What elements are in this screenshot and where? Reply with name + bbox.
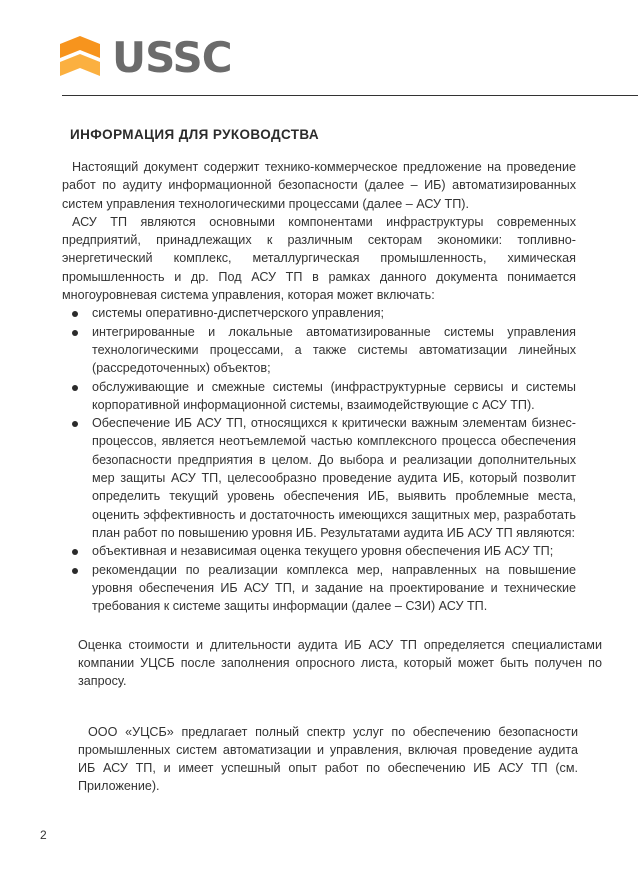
list-item: Обеспечение ИБ АСУ ТП, относящихся к критически важным элементам бизнес-процессов, является неотъемлемой частью комплексного процесса обеспечения безопасности предприятия в целом. До выбора и реализации дополнительных мер защиты АСУ ТП, целесообразно проведение аудита ИБ, который позволит определить текущий уровень обеспечения ИБ, выявить проблемные места, оценить эффективность и достаточность имеющихся защитных мер, разработать план работ по повышению уровня ИБ. Результатами аудита ИБ АСУ ТП являются: [62, 414, 576, 542]
ussc-logo-mark-icon [60, 36, 100, 80]
bullet-icon [72, 549, 78, 555]
logo-wordmark: USSC [112, 33, 232, 82]
asu-intro-paragraph: АСУ ТП являются основными компонентами инфраструктуры современных предприятий, принадлежащих к различным секторам экономики: топливно-энергетический комплекс, металлургическая промышленность, химическая промышленность и др. Под АСУ ТП в рамках данного документа понимается многоуровневая система управления, которая может включать: [62, 214, 576, 303]
company-paragraph: ООО «УЦСБ» предлагает полный спектр услуг по обеспечению безопасности промышленных систем автоматизации и управления, включая проведение аудита ИБ АСУ ТП, и имеет успешный опыт работ по обеспечению ИБ АСУ ТП (см. Приложение). [78, 724, 578, 794]
bullet-icon [72, 311, 78, 317]
section-heading: ИНФОРМАЦИЯ ДЛЯ РУКОВОДСТВА [70, 127, 320, 142]
bullet-icon [72, 421, 78, 427]
cost-paragraph: Оценка стоимости и длительности аудита ИБ АСУ ТП определяется специалистами компании УЦСБ после заполнения опросного листа, который может быть получен по запросу. [78, 637, 602, 689]
header-divider [62, 95, 638, 96]
list-item: системы оперативно-диспетчерского управления; [62, 304, 576, 322]
intro-paragraph: Настоящий документ содержит технико-коммерческое предложение на проведение работ по аудиту информационной безопасности (далее – ИБ) автоматизированных систем управления технологическими процессами (далее – АСУ ТП). [62, 160, 576, 211]
list-item: интегрированные и локальные автоматизированные системы управления технологическими процессами, а также системы автоматизации линейных (рассредоточенных) объектов; [62, 323, 576, 378]
page-number: 2 [40, 828, 47, 842]
bullet-list [62, 304, 576, 615]
list-item: объективная и независимая оценка текущего уровня обеспечения ИБ АСУ ТП; [62, 542, 576, 560]
bullet-icon [72, 385, 78, 391]
list-item: рекомендации по реализации комплекса мер, направленных на повышение уровня обеспечения ИБ АСУ ТП, и задание на проектирование и технические требования к системе защиты информации (далее – СЗИ) АСУ ТП. [62, 561, 576, 616]
bullet-icon [72, 330, 78, 336]
main-content [62, 158, 576, 615]
bullet-icon [72, 568, 78, 574]
list-item: обслуживающие и смежные системы (инфраструктурные сервисы и системы корпоративной информационной системы, взаимодействующие с АСУ ТП). [62, 378, 576, 415]
company-logo [60, 34, 232, 82]
